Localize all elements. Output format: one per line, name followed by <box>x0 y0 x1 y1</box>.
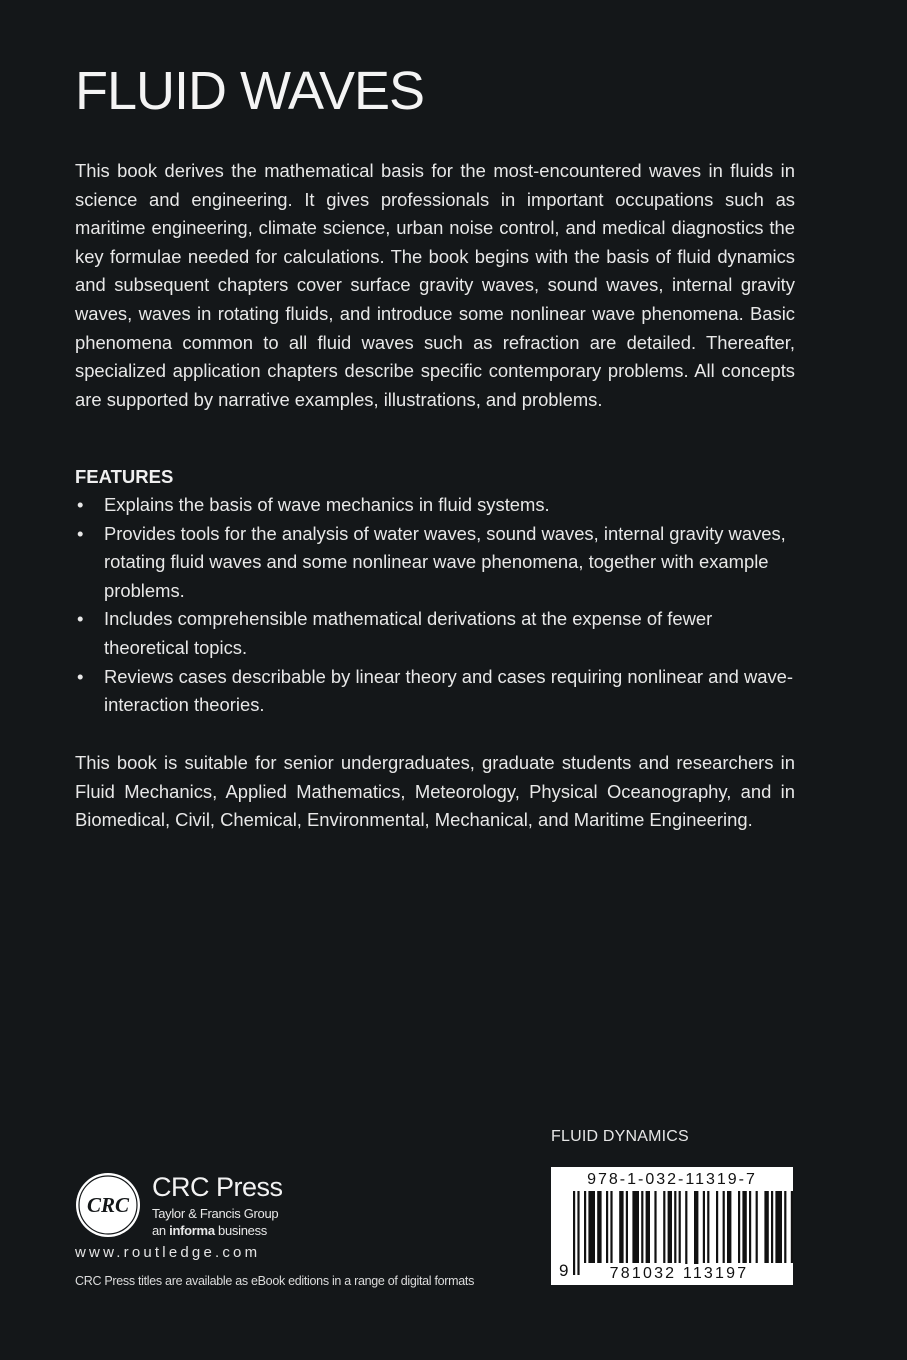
publisher-website: www.routledge.com <box>75 1244 261 1261</box>
barcode-bar <box>588 1191 595 1263</box>
ebook-note: CRC Press titles are available as eBook editions in a range of digital formats <box>75 1274 475 1288</box>
isbn-barcode <box>551 1167 793 1285</box>
ean-first-digit: 9 <box>559 1261 569 1280</box>
barcode-bar <box>723 1191 725 1263</box>
barcode-bar <box>577 1191 579 1275</box>
barcode-bar <box>756 1191 758 1263</box>
publisher-group: Taylor & Francis Group <box>152 1206 279 1221</box>
barcode-bar <box>641 1191 643 1263</box>
barcode-bar <box>679 1191 681 1263</box>
feature-text: Provides tools for the analysis of water waves, sound waves, internal gravity waves, rotating fluid waves and some nonlinear wave phenomena, together with example problems. <box>104 522 786 601</box>
barcode-bar <box>606 1191 608 1263</box>
subject-category: FLUID DYNAMICS <box>551 1128 689 1145</box>
barcode-bar <box>597 1191 601 1263</box>
barcode-bar <box>626 1191 628 1263</box>
business-bold: informa <box>169 1223 215 1238</box>
features-list <box>75 491 795 720</box>
barcode-bar <box>784 1191 786 1263</box>
crc-logo <box>75 1172 141 1243</box>
barcode-bar <box>791 1191 793 1263</box>
audience-statement: This book is suitable for senior undergraduates, graduate students and researchers in Fluid Mechanics, Applied Mathematics, Meteorology, Physical Oceanography, and in Biomedical, Civil, Chemical, Environmental, Mechanical, and Maritime Engineering. <box>75 752 795 831</box>
feature-item <box>75 663 795 720</box>
bullet-icon: • <box>77 608 84 630</box>
bullet-icon: • <box>77 522 84 544</box>
barcode-bar <box>694 1191 698 1275</box>
barcode-bar <box>632 1191 639 1263</box>
crc-logo-icon <box>75 1172 141 1238</box>
barcode-bar <box>619 1191 623 1263</box>
publisher-block <box>152 1174 283 1239</box>
barcode-bar <box>668 1191 672 1263</box>
business-suffix: business <box>214 1223 267 1238</box>
barcode-bar <box>573 1191 575 1275</box>
publisher-name: CRC Press <box>152 1172 283 1202</box>
barcode-bar <box>646 1191 650 1263</box>
barcode-bar <box>707 1191 709 1263</box>
barcode-bar <box>674 1191 676 1263</box>
feature-item <box>75 491 795 520</box>
feature-text: Includes comprehensible mathematical derivations at the expense of fewer theoretical topics. <box>104 608 713 658</box>
barcode-bar <box>775 1191 782 1263</box>
barcode-bar <box>727 1191 731 1263</box>
barcode-bar <box>771 1191 773 1263</box>
feature-item <box>75 520 795 606</box>
book-description: This book derives the mathematical basis for the most-encountered waves in fluids in science and engineering. It gives professionals in important occupations such as maritime engineering, climate science, urban noise control, and medical diagnostics the key formulae needed for calculations. The book begins with the basis of fluid dynamics and subsequent chapters cover surface gravity waves, sound waves, internal gravity waves, waves in rotating fluids, and introduce some nonlinear wave phenomena. Basic phenomena common to all fluid waves such as refraction are detailed. Thereafter, specialized application chapters describe specific contemporary problems. All concepts are supported by narrative examples, illustrations, and problems. <box>75 160 795 410</box>
barcode-bar <box>610 1191 612 1263</box>
feature-text: Explains the basis of wave mechanics in fluid systems. <box>104 494 550 515</box>
barcode-bar <box>663 1191 665 1263</box>
crc-logo-text: CRC <box>86 1193 130 1217</box>
barcode-bar <box>685 1191 687 1275</box>
bullet-icon: • <box>77 665 84 687</box>
features-heading: FEATURES <box>75 466 174 487</box>
business-prefix: an <box>152 1223 170 1238</box>
feature-item <box>75 605 795 662</box>
barcode-bar <box>749 1191 751 1263</box>
book-title: FLUID WAVES <box>75 61 425 121</box>
feature-text: Reviews cases describable by linear theory and cases requiring nonlinear and wave-interaction theories. <box>104 665 794 716</box>
barcode-bar <box>738 1191 740 1263</box>
barcode-bar <box>654 1191 656 1263</box>
barcode-bar <box>716 1191 718 1263</box>
barcode-bar <box>584 1191 586 1263</box>
ean-digits: 781032 113197 <box>609 1265 749 1282</box>
bullet-icon: • <box>77 494 84 515</box>
barcode-bar <box>742 1191 746 1263</box>
barcode-bar <box>703 1191 705 1263</box>
publisher-business <box>152 1222 283 1239</box>
barcode-bar <box>764 1191 768 1263</box>
isbn-text: 978-1-032-11319-7 <box>587 1171 757 1188</box>
